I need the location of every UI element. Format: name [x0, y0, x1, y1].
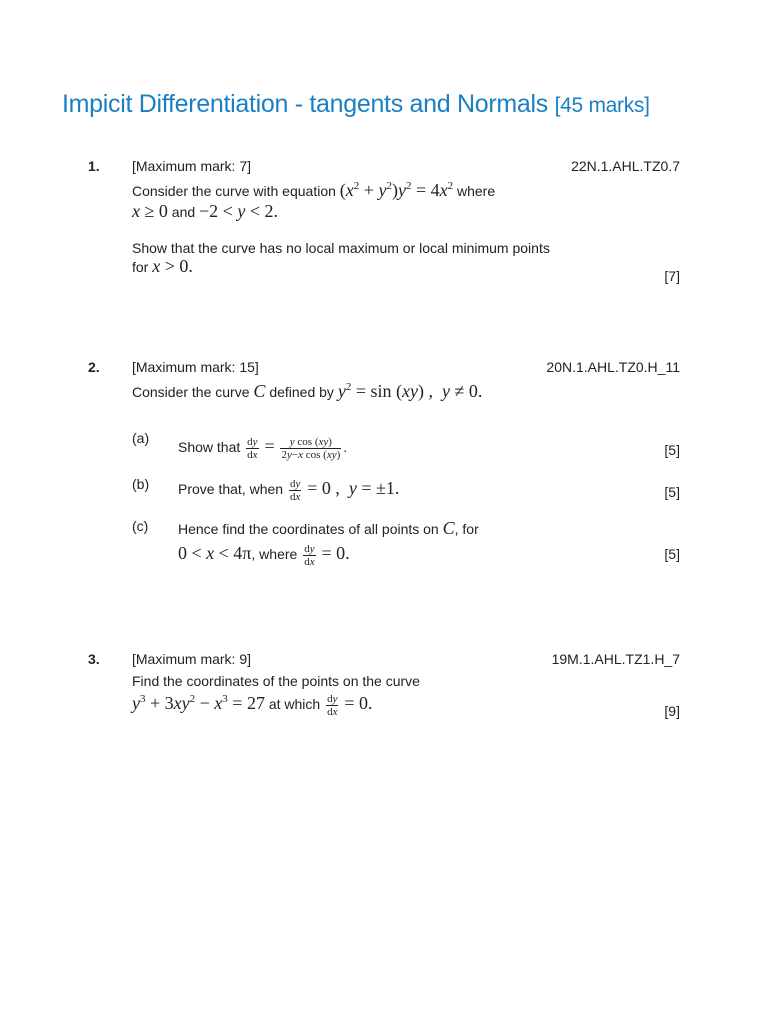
maximum-mark: [Maximum mark: 7]: [132, 158, 252, 174]
part-label: (a): [132, 430, 150, 446]
marks-badge: [7]: [664, 268, 680, 284]
question-number: 1.: [88, 158, 100, 174]
part-b: (b) Prove that, when $\frac{dy}{dx}$ = 0 , y = ±1. [5]: [132, 476, 680, 503]
derivative-fraction: $\frac{dy}{dx}$: [289, 478, 301, 503]
marks-badge: [5]: [664, 442, 680, 458]
total-marks: [45 marks]: [554, 94, 650, 117]
curve-equation: $y^2 = \sin (xy)$ , y ≠ 0.: [337, 381, 483, 401]
marks-badge: [9]: [664, 703, 680, 719]
title-text: Impicit Differentiation - tangents and Normals: [62, 90, 548, 118]
derivative-fraction: $\frac{dy}{dx}$: [327, 693, 338, 718]
question-code: 20N.1.AHL.TZ0.H_11: [546, 359, 680, 375]
question-text-line: Consider the curve C defined by $y^2 = \sin (xy)$ , y ≠ 0.: [132, 381, 483, 401]
instruction-line-2: for x > 0.: [132, 256, 193, 276]
question-text-line: Find the coordinates of the points on the curve: [132, 673, 420, 689]
equation-line: $y^3 + 3xy^2 - x^3 = 27$ at which $\frac{dy}{dx}$ = 0.: [132, 693, 373, 718]
maximum-mark: [Maximum mark: 9]: [132, 651, 252, 667]
question-number: 3.: [88, 651, 100, 667]
part-label: (b): [132, 476, 150, 492]
part-c: (c) Hence find the coordinates of all points on C, for 0 < x < 4π, where $\frac{dy}{dx}$ = 0. [5]: [132, 518, 680, 568]
condition-line: x ≥ 0 and −2 < y < 2.: [132, 201, 278, 221]
question-code: 19M.1.AHL.TZ1.H_7: [551, 651, 680, 667]
marks-badge: [5]: [664, 484, 680, 500]
range-condition: −2 < y < 2.: [199, 201, 278, 221]
question-text-line: Consider the curve with equation $(x^2 + y^2)y^2 = 4x^2$ where: [132, 180, 496, 200]
part-a: (a) Show that $\frac{dy}{dx}$ = $\frac{\text{y cos (xy)}}{\text{2y−x cos (xy)}}$ . [5]: [132, 430, 680, 461]
part-label: (c): [132, 518, 149, 534]
domain-condition: x ≥ 0: [132, 201, 168, 221]
question-1: [88, 158, 680, 284]
derivative-fraction: $\frac{dy}{dx}$: [247, 436, 258, 461]
result-fraction: $\frac{\text{y cos (xy)}}{\text{2y−x cos (xy)}}$: [281, 436, 341, 461]
question-3: [88, 651, 680, 718]
maximum-mark: [Maximum mark: 15]: [132, 359, 259, 375]
instruction-line: Show that the curve has no local maximum or local minimum points: [132, 240, 550, 256]
curve-equation: $y^3 + 3xy^2 - x^3 = 27$: [132, 693, 265, 714]
interval: 0 < x < 4π: [178, 543, 252, 564]
marks-badge: [5]: [664, 546, 680, 562]
question-code: 22N.1.AHL.TZ0.7: [571, 158, 680, 174]
question-number: 2.: [88, 359, 100, 375]
page-title: [62, 90, 650, 119]
derivative-fraction: $\frac{dy}{dx}$: [304, 543, 315, 568]
question-2: [88, 359, 680, 568]
curve-equation: $(x^2 + y^2)y^2 = 4x^2$: [339, 180, 454, 200]
